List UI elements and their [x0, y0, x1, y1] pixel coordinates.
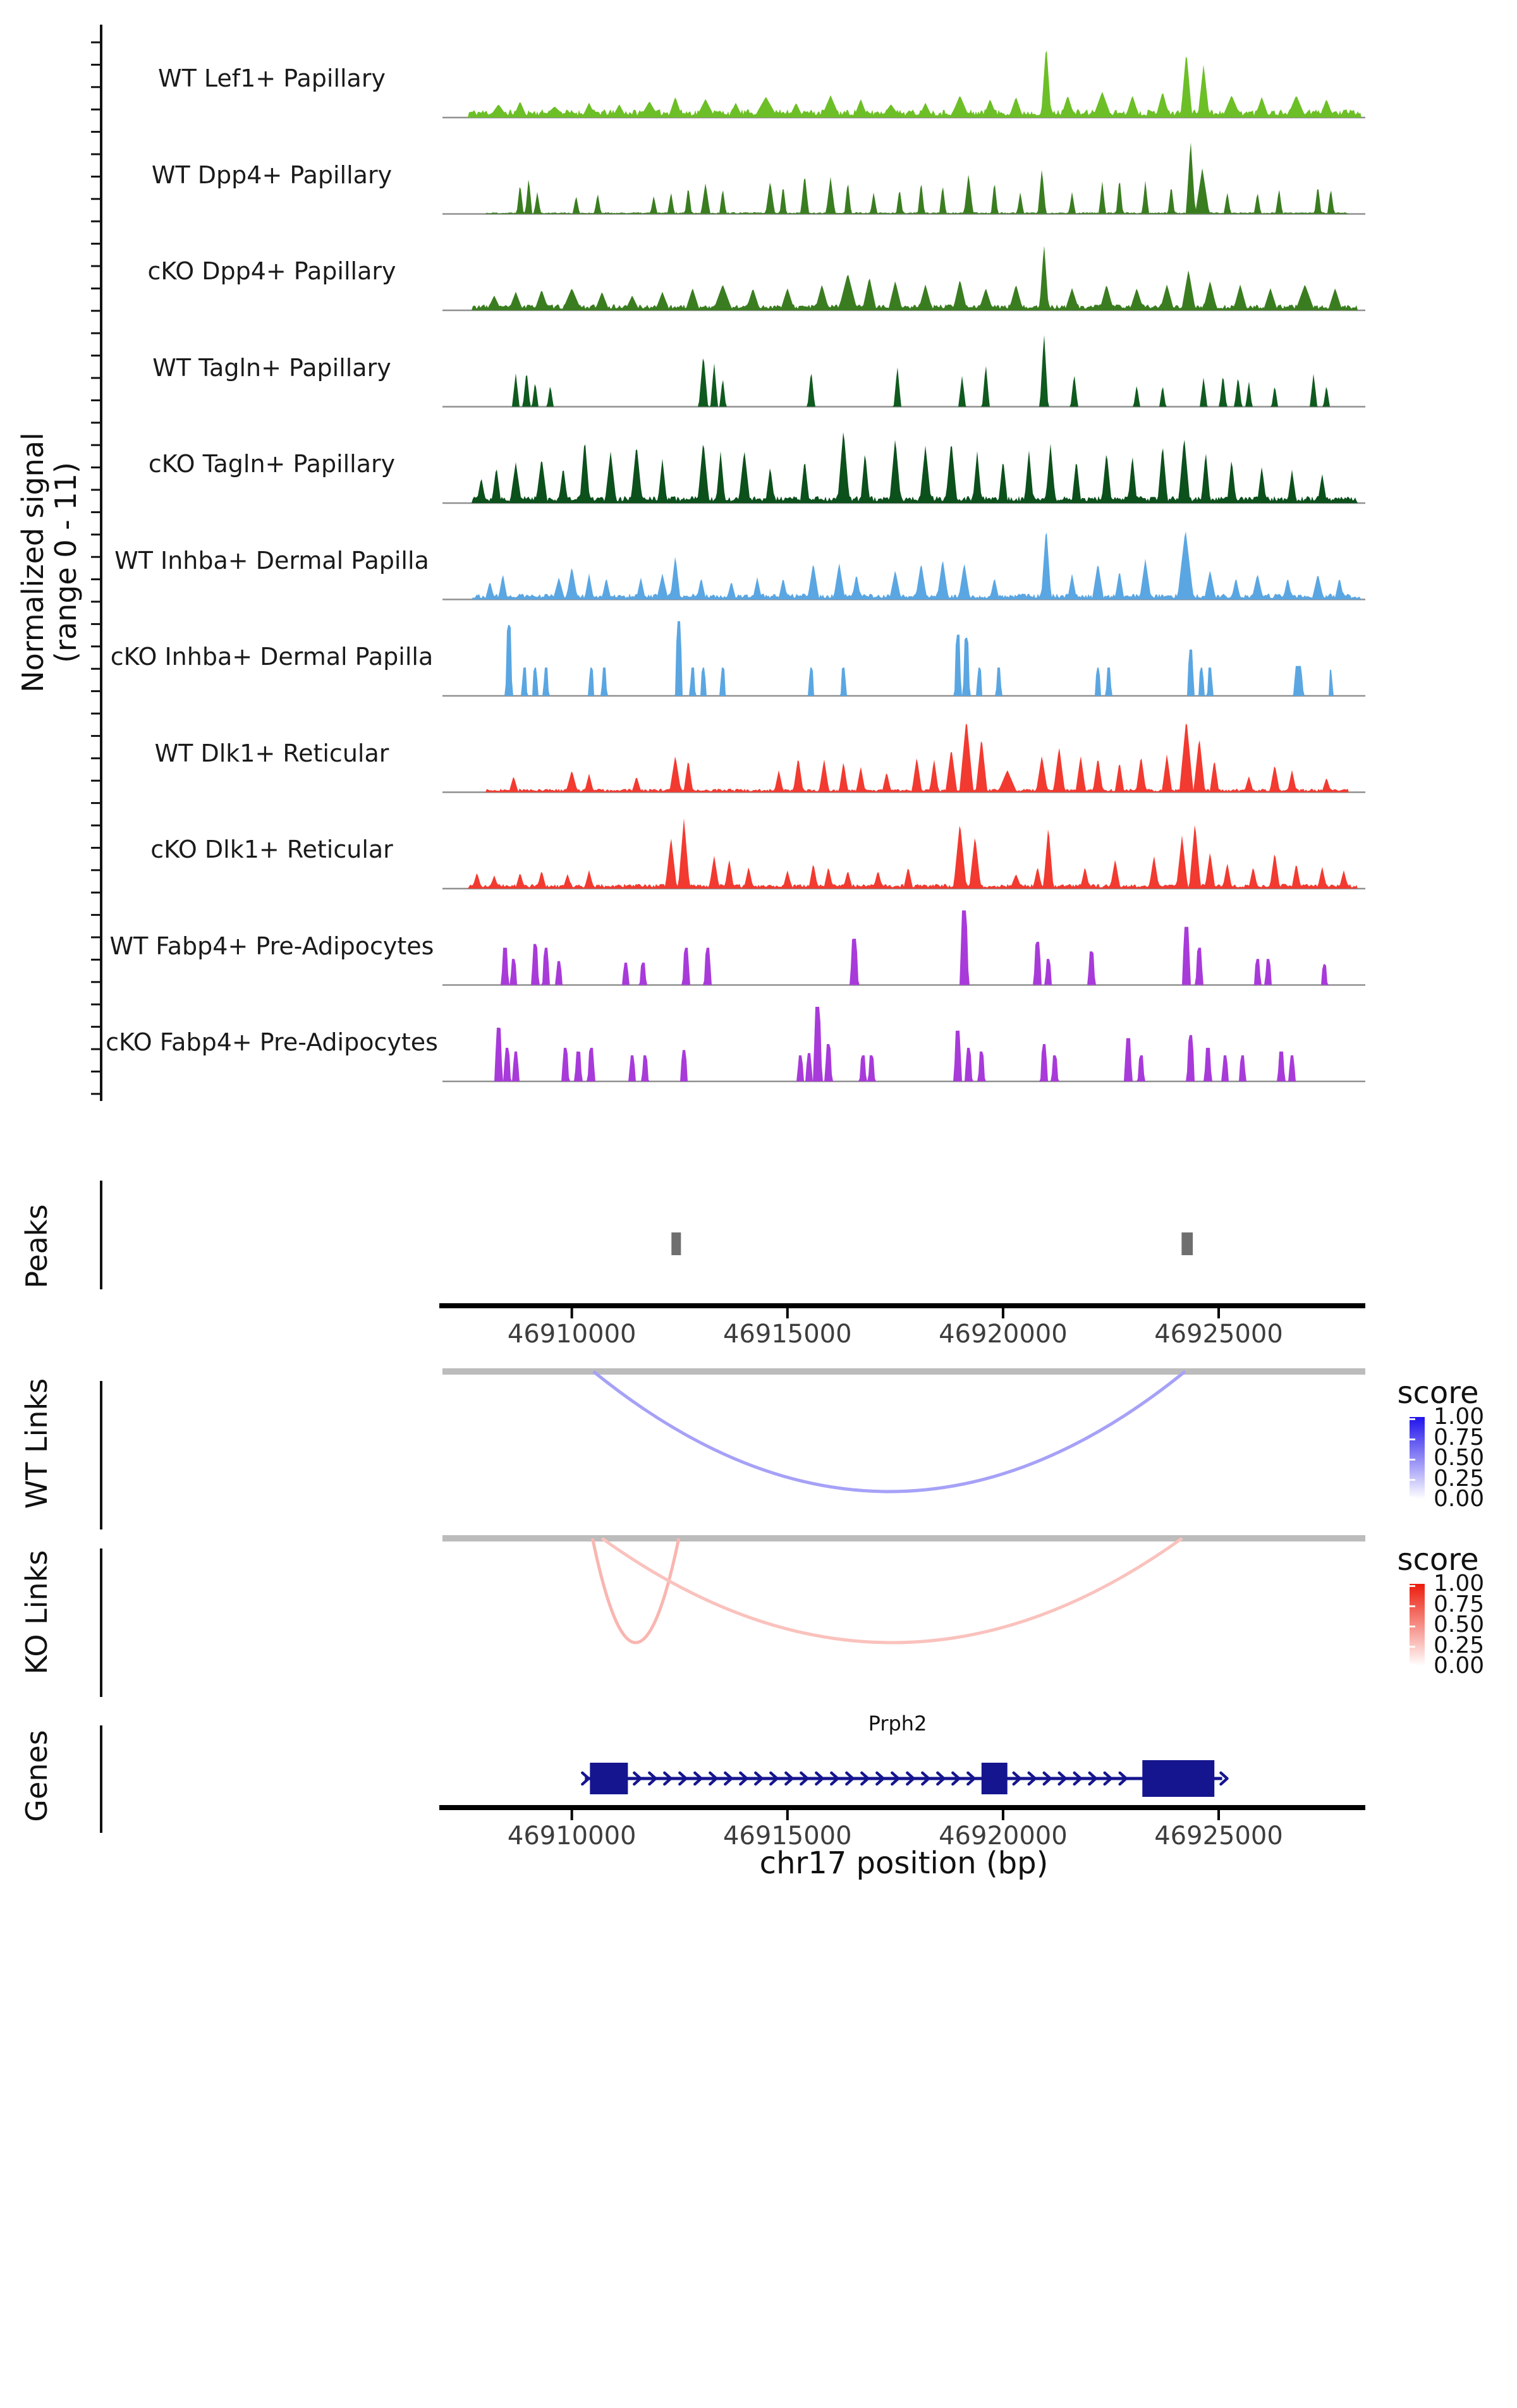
section-label-ko-links: KO Links	[20, 1550, 54, 1675]
track-label-wt-lef1-papillary: WT Lef1+ Papillary	[158, 64, 386, 92]
legend-tick-label: 0.00	[1434, 1653, 1485, 1679]
legend-tick-label: 1.00	[1434, 1404, 1485, 1430]
x-tick-label: 46915000	[722, 1320, 852, 1349]
section-label-peaks: Peaks	[20, 1204, 54, 1289]
signal-track-area-8	[442, 724, 1365, 793]
gene-exon	[590, 1763, 628, 1794]
x-tick-label: 46925000	[1154, 1821, 1283, 1851]
signal-track-area-1	[442, 51, 1365, 118]
legend-tick-label: 0.25	[1434, 1632, 1485, 1658]
x-axis-title: chr17 position (bp)	[759, 1846, 1049, 1881]
signal-track-area-5	[442, 432, 1365, 503]
gene-exon	[1142, 1760, 1214, 1797]
signal-track-area-3	[442, 246, 1365, 310]
legend-tick-label: 0.25	[1434, 1465, 1485, 1492]
signal-track-area-6	[442, 532, 1365, 600]
legend-tick-label: 1.00	[1434, 1571, 1485, 1596]
legend-tick-label: 0.50	[1434, 1612, 1485, 1638]
peak-box	[1181, 1232, 1193, 1255]
peak-box	[671, 1232, 681, 1255]
y-axis-label-line2: (range 0 - 11)	[49, 462, 83, 663]
track-label-wt-inhba-dermal-papilla: WT Inhba+ Dermal Papilla	[114, 547, 429, 575]
track-label-wt-dpp4-papillary: WT Dpp4+ Papillary	[151, 161, 393, 189]
signal-track-area-10	[442, 911, 1365, 985]
section-label-wt-links: WT Links	[20, 1378, 54, 1509]
ko-link-arc	[602, 1538, 1182, 1643]
legend-tick-label: 0.75	[1434, 1591, 1485, 1617]
x-tick-label: 46925000	[1154, 1320, 1283, 1349]
x-tick-label: 46920000	[939, 1821, 1068, 1851]
track-label-cko-inhba-dermal-papilla: cKO Inhba+ Dermal Papilla	[110, 643, 434, 671]
track-label-cko-dlk1-reticular: cKO Dlk1+ Reticular	[150, 836, 393, 863]
legend-tick-label: 0.00	[1434, 1486, 1485, 1512]
track-label-wt-tagln-papillary: WT Tagln+ Papillary	[152, 354, 391, 382]
signal-track-area-2	[442, 142, 1365, 214]
signal-track-area-4	[442, 335, 1365, 406]
signal-track-area-9	[442, 818, 1365, 889]
x-tick-label: 46920000	[939, 1320, 1068, 1349]
track-label-cko-dpp4-papillary: cKO Dpp4+ Papillary	[147, 257, 396, 285]
wt-links-score-gradient-bar	[1410, 1417, 1425, 1499]
legend-tick-label: 0.50	[1434, 1445, 1485, 1471]
signal-track-area-11	[442, 1007, 1365, 1081]
ko-link-arc	[592, 1538, 678, 1643]
signal-track-area-7	[442, 621, 1365, 696]
ko-links-score-legend-title: score	[1397, 1542, 1479, 1578]
x-tick-label: 46910000	[507, 1821, 637, 1851]
gene-exon	[982, 1763, 1008, 1794]
y-axis-label-line1: Normalized signal	[16, 432, 50, 693]
wt-link-arc	[594, 1371, 1185, 1492]
x-tick-label: 46910000	[507, 1320, 637, 1349]
track-label-cko-tagln-papillary: cKO Tagln+ Papillary	[148, 450, 396, 478]
track-label-wt-dlk1-reticular: WT Dlk1+ Reticular	[154, 739, 389, 767]
ko-links-score-gradient-bar	[1410, 1584, 1425, 1666]
legend-tick-label: 0.75	[1434, 1424, 1485, 1450]
track-label-cko-fabp4-pre-adipocytes: cKO Fabp4+ Pre-Adipocytes	[106, 1028, 438, 1056]
track-label-wt-fabp4-pre-adipocytes: WT Fabp4+ Pre-Adipocytes	[109, 932, 434, 960]
wt-links-score-legend-title: score	[1397, 1375, 1479, 1411]
section-label-genes: Genes	[20, 1730, 54, 1822]
gene-name-label: Prph2	[868, 1712, 927, 1736]
x-tick-label: 46915000	[722, 1821, 852, 1851]
